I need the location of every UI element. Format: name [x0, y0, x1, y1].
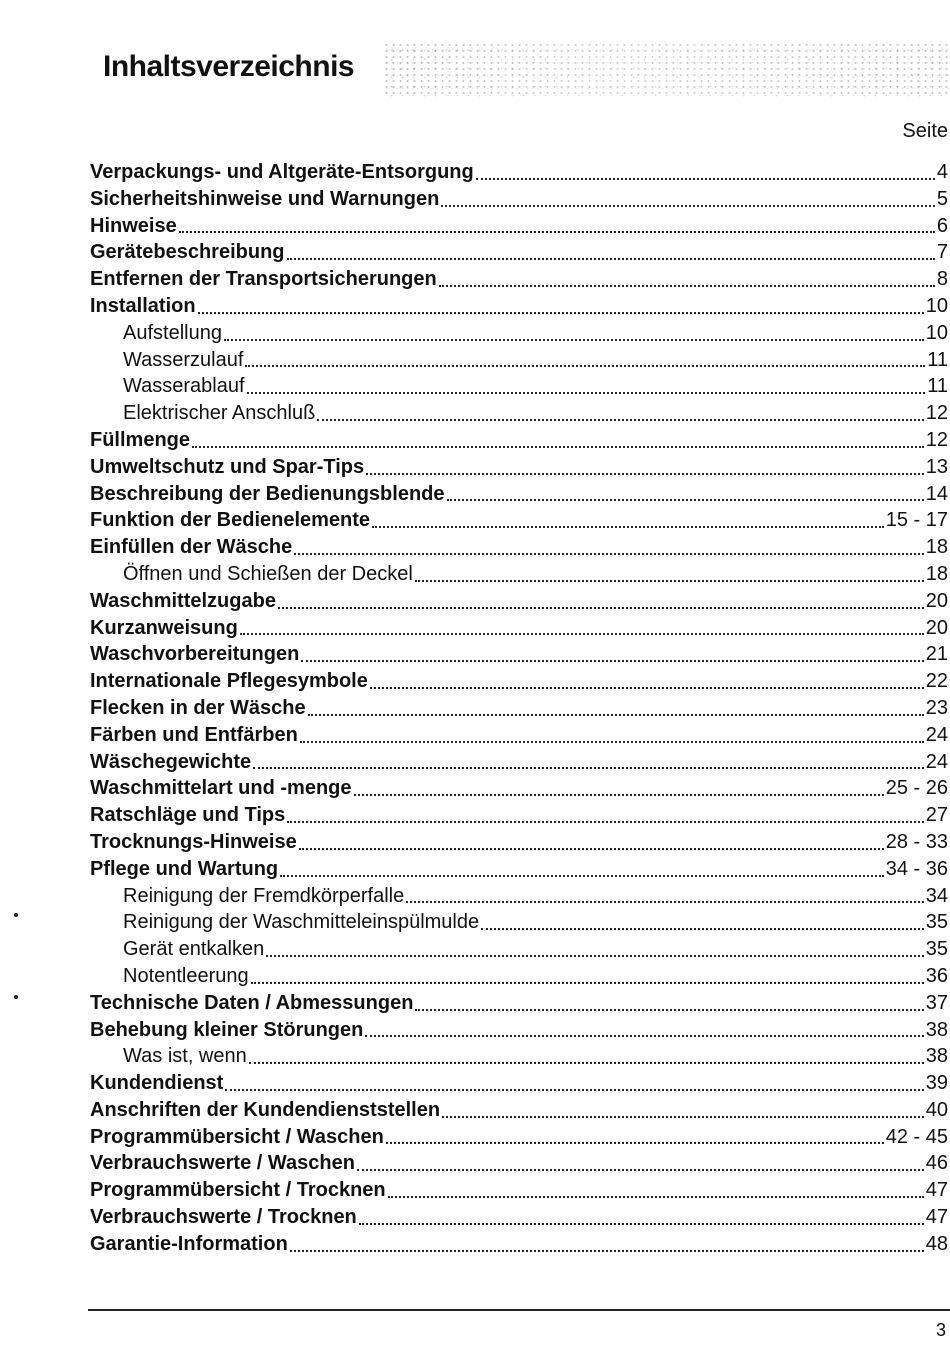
- dot-leader: [249, 1060, 924, 1064]
- dot-leader: [476, 176, 935, 180]
- dot-leader: [287, 819, 924, 823]
- dot-leader: [354, 792, 884, 796]
- dot-leader: [287, 256, 935, 260]
- margin-dot: [14, 995, 18, 999]
- toc-entry: [90, 802, 948, 829]
- toc-entry-label: Gerät entkalken: [123, 938, 265, 961]
- toc-entry-page: 35: [925, 911, 948, 934]
- toc-entry-label: Funktion der Bedienelemente: [90, 509, 371, 532]
- toc-entry-page: 24: [925, 750, 948, 773]
- toc-entry-page: 11: [927, 375, 948, 398]
- toc-entry-label: Trocknungs-Hinweise: [90, 830, 297, 853]
- dot-leader: [198, 310, 924, 314]
- toc-entry: [90, 749, 948, 776]
- toc-entry-page: 48: [925, 1232, 948, 1255]
- dot-leader: [388, 1194, 924, 1198]
- toc-entry-page: 12: [925, 428, 948, 451]
- toc-entry-page: 7: [936, 241, 948, 264]
- toc-entry-page: 5: [936, 187, 948, 210]
- toc-entry-page: 13: [925, 455, 948, 478]
- toc-entry: [90, 1231, 948, 1258]
- toc-entry: [90, 1097, 948, 1124]
- toc-entry-label: Verbrauchswerte / Waschen: [90, 1152, 355, 1175]
- toc-entry-label: Einfüllen der Wäsche: [90, 536, 293, 559]
- dot-leader: [278, 605, 924, 609]
- dot-leader: [442, 1114, 924, 1118]
- toc-entry-label: Hinweise: [90, 214, 177, 237]
- toc-entry: [90, 239, 948, 266]
- toc-entry: [90, 454, 948, 481]
- toc-entry-label: Färben und Entfärben: [90, 723, 298, 746]
- toc-entry-label: Ratschläge und Tips: [90, 804, 286, 827]
- toc-entry-label: Wäschegewichte: [90, 750, 252, 773]
- dot-leader: [359, 1221, 924, 1225]
- dot-leader: [481, 926, 924, 930]
- toc-entry-label: Verpackungs- und Altgeräte-Entsorgung: [90, 161, 474, 183]
- dot-leader: [447, 497, 924, 501]
- dot-leader: [439, 283, 935, 287]
- toc-entry-label: Wasserzulauf: [123, 348, 244, 371]
- toc-entry-label: Kurzanweisung: [90, 616, 238, 639]
- toc-entry-label: Kundendienst: [90, 1072, 224, 1095]
- toc-entry-label: Pflege und Wartung: [90, 857, 279, 880]
- toc-subentry: [90, 561, 948, 588]
- dot-leader: [294, 551, 923, 555]
- dot-leader: [372, 524, 884, 528]
- toc-entry: [90, 507, 948, 534]
- toc-entry-page: 46: [925, 1152, 948, 1175]
- toc-entry: [90, 1177, 948, 1204]
- toc-entry-label: Waschmittelart und -menge: [90, 777, 352, 800]
- toc-entry: [90, 1017, 948, 1044]
- dot-leader: [415, 578, 924, 582]
- toc-entry: [90, 990, 948, 1017]
- toc-entry: [90, 1204, 948, 1231]
- toc-entry-label: Füllmenge: [90, 428, 191, 451]
- dot-leader: [253, 765, 924, 769]
- toc-entry: [90, 1070, 948, 1097]
- dot-leader: [366, 471, 924, 475]
- dot-leader: [415, 1007, 923, 1011]
- toc-entry-page: 35: [925, 938, 948, 961]
- toc-entry-label: Gerätebeschreibung: [90, 241, 285, 264]
- toc-entry-page: 47: [925, 1179, 948, 1202]
- toc-entry-label: Aufstellung: [123, 321, 222, 344]
- toc-entry-page: 28 - 33: [885, 830, 948, 853]
- dot-leader: [179, 229, 935, 233]
- toc-entry-page: 27: [925, 804, 948, 827]
- toc-entry: [90, 1124, 948, 1151]
- toc-entry-label: Notentleerung: [123, 964, 249, 987]
- toc-entry: [90, 588, 948, 615]
- toc-entry-page: 6: [936, 214, 948, 237]
- toc-entry-label: Waschvorbereitungen: [90, 643, 300, 666]
- table-of-contents: [90, 159, 948, 1258]
- toc-entry-label: Umweltschutz und Spar-Tips: [90, 455, 365, 478]
- dot-leader: [308, 712, 924, 716]
- dot-leader: [357, 1167, 924, 1171]
- dot-leader: [240, 631, 924, 635]
- toc-entry-label: Elektrischer Anschluß: [123, 402, 316, 425]
- toc-entry-page: 34 - 36: [885, 857, 948, 880]
- toc-entry-page: 37: [925, 991, 948, 1014]
- dot-leader: [280, 873, 884, 877]
- toc-entry: [90, 722, 948, 749]
- toc-entry: [90, 695, 948, 722]
- toc-entry-label: Entfernen der Transportsicherungen: [90, 268, 437, 291]
- toc-entry-label: Behebung kleiner Störungen: [90, 1018, 364, 1041]
- toc-entry: [90, 615, 948, 642]
- toc-entry-label: Garantie-Information: [90, 1232, 288, 1255]
- toc-entry-page: 12: [925, 402, 948, 425]
- toc-entry: [90, 1150, 948, 1177]
- toc-entry-page: 20: [925, 616, 948, 639]
- toc-entry-page: 42 - 45: [885, 1125, 948, 1148]
- dot-leader: [365, 1033, 923, 1037]
- toc-entry-page: 38: [925, 1018, 948, 1041]
- toc-entry: [90, 293, 948, 320]
- margin-dot: [14, 913, 18, 917]
- toc-entry-page: 4: [936, 161, 948, 183]
- toc-entry: [90, 829, 948, 856]
- dot-leader: [225, 1087, 923, 1091]
- toc-subentry: [90, 347, 948, 374]
- page-number: 3: [935, 1320, 946, 1340]
- toc-subentry: [90, 400, 948, 427]
- toc-entry: [90, 534, 948, 561]
- toc-entry-page: 34: [925, 884, 948, 907]
- toc-entry-label: Programmübersicht / Waschen: [90, 1125, 384, 1148]
- toc-entry-label: Programmübersicht / Trocknen: [90, 1179, 386, 1202]
- dot-leader: [192, 444, 924, 448]
- toc-entry-label: Beschreibung der Bedienungsblende: [90, 482, 445, 505]
- toc-entry-label: Internationale Pflegesymbole: [90, 670, 368, 693]
- toc-entry-page: 20: [925, 589, 948, 612]
- toc-entry-page: 10: [925, 294, 948, 317]
- toc-entry: [90, 427, 948, 454]
- toc-entry-page: 36: [925, 964, 948, 987]
- toc-subentry: [90, 936, 948, 963]
- toc-entry: [90, 668, 948, 695]
- toc-entry-page: 8: [936, 268, 948, 291]
- toc-subentry: [90, 373, 948, 400]
- toc-entry-label: Wasserablauf: [123, 375, 245, 398]
- dot-leader: [441, 203, 935, 207]
- dot-leader: [266, 953, 924, 957]
- toc-entry-label: Reinigung der Waschmitteleinspülmulde: [123, 911, 480, 934]
- dot-leader: [317, 417, 923, 421]
- toc-entry-label: Waschmittelzugabe: [90, 589, 276, 612]
- toc-entry-label: Was ist, wenn: [123, 1045, 247, 1068]
- dot-leader: [406, 899, 924, 903]
- dot-leader: [245, 363, 925, 367]
- toc-entry-page: 25 - 26: [885, 777, 948, 800]
- toc-subentry: [90, 1043, 948, 1070]
- toc-entry: [90, 641, 948, 668]
- toc-entry: [90, 775, 948, 802]
- toc-entry-page: 39: [925, 1072, 948, 1095]
- toc-entry-page: 47: [925, 1206, 948, 1229]
- toc-entry-label: Flecken in der Wäsche: [90, 696, 306, 719]
- toc-entry-page: 14: [925, 482, 948, 505]
- dot-leader: [290, 1248, 924, 1252]
- toc-entry: [90, 159, 948, 186]
- toc-entry-page: 11: [927, 348, 948, 371]
- title-texture-band: [383, 42, 950, 98]
- toc-subentry: [90, 909, 948, 936]
- toc-entry: [90, 856, 948, 883]
- toc-entry-label: Verbrauchswerte / Trocknen: [90, 1206, 357, 1229]
- footer-rule: [88, 1309, 950, 1311]
- toc-entry-label: Anschriften der Kundendienststellen: [90, 1098, 441, 1121]
- toc-entry-page: 24: [925, 723, 948, 746]
- dot-leader: [300, 739, 924, 743]
- dot-leader: [370, 685, 924, 689]
- toc-entry-page: 18: [925, 562, 948, 585]
- toc-subentry: [90, 963, 948, 990]
- toc-entry-page: 10: [925, 321, 948, 344]
- toc-entry-label: Installation: [90, 294, 196, 317]
- toc-entry-page: 38: [925, 1045, 948, 1068]
- dot-leader: [386, 1140, 884, 1144]
- page-title: Inhaltsverzeichnis: [103, 50, 355, 83]
- toc-entry-page: 23: [925, 696, 948, 719]
- toc-entry-page: 40: [925, 1098, 948, 1121]
- dot-leader: [251, 980, 924, 984]
- toc-entry: [90, 213, 948, 240]
- toc-entry-label: Sicherheitshinweise und Warnungen: [90, 187, 440, 210]
- toc-subentry: [90, 320, 948, 347]
- toc-entry-page: 22: [925, 670, 948, 693]
- dot-leader: [299, 846, 884, 850]
- toc-entry-label: Öffnen und Schießen der Deckel: [123, 562, 413, 585]
- dot-leader: [224, 337, 924, 341]
- toc-entry-page: 18: [925, 536, 948, 559]
- toc-entry-label: Technische Daten / Abmessungen: [90, 991, 414, 1014]
- toc-entry-page: 21: [925, 643, 948, 666]
- toc-entry: [90, 481, 948, 508]
- toc-entry-label: Reinigung der Fremdkörperfalle: [123, 884, 405, 907]
- toc-entry-page: 15 - 17: [885, 509, 948, 532]
- toc-entry: [90, 266, 948, 293]
- dot-leader: [301, 658, 923, 662]
- toc-subentry: [90, 883, 948, 910]
- toc-entry: [90, 186, 948, 213]
- page-column-label: Seite: [902, 120, 948, 142]
- dot-leader: [247, 390, 926, 394]
